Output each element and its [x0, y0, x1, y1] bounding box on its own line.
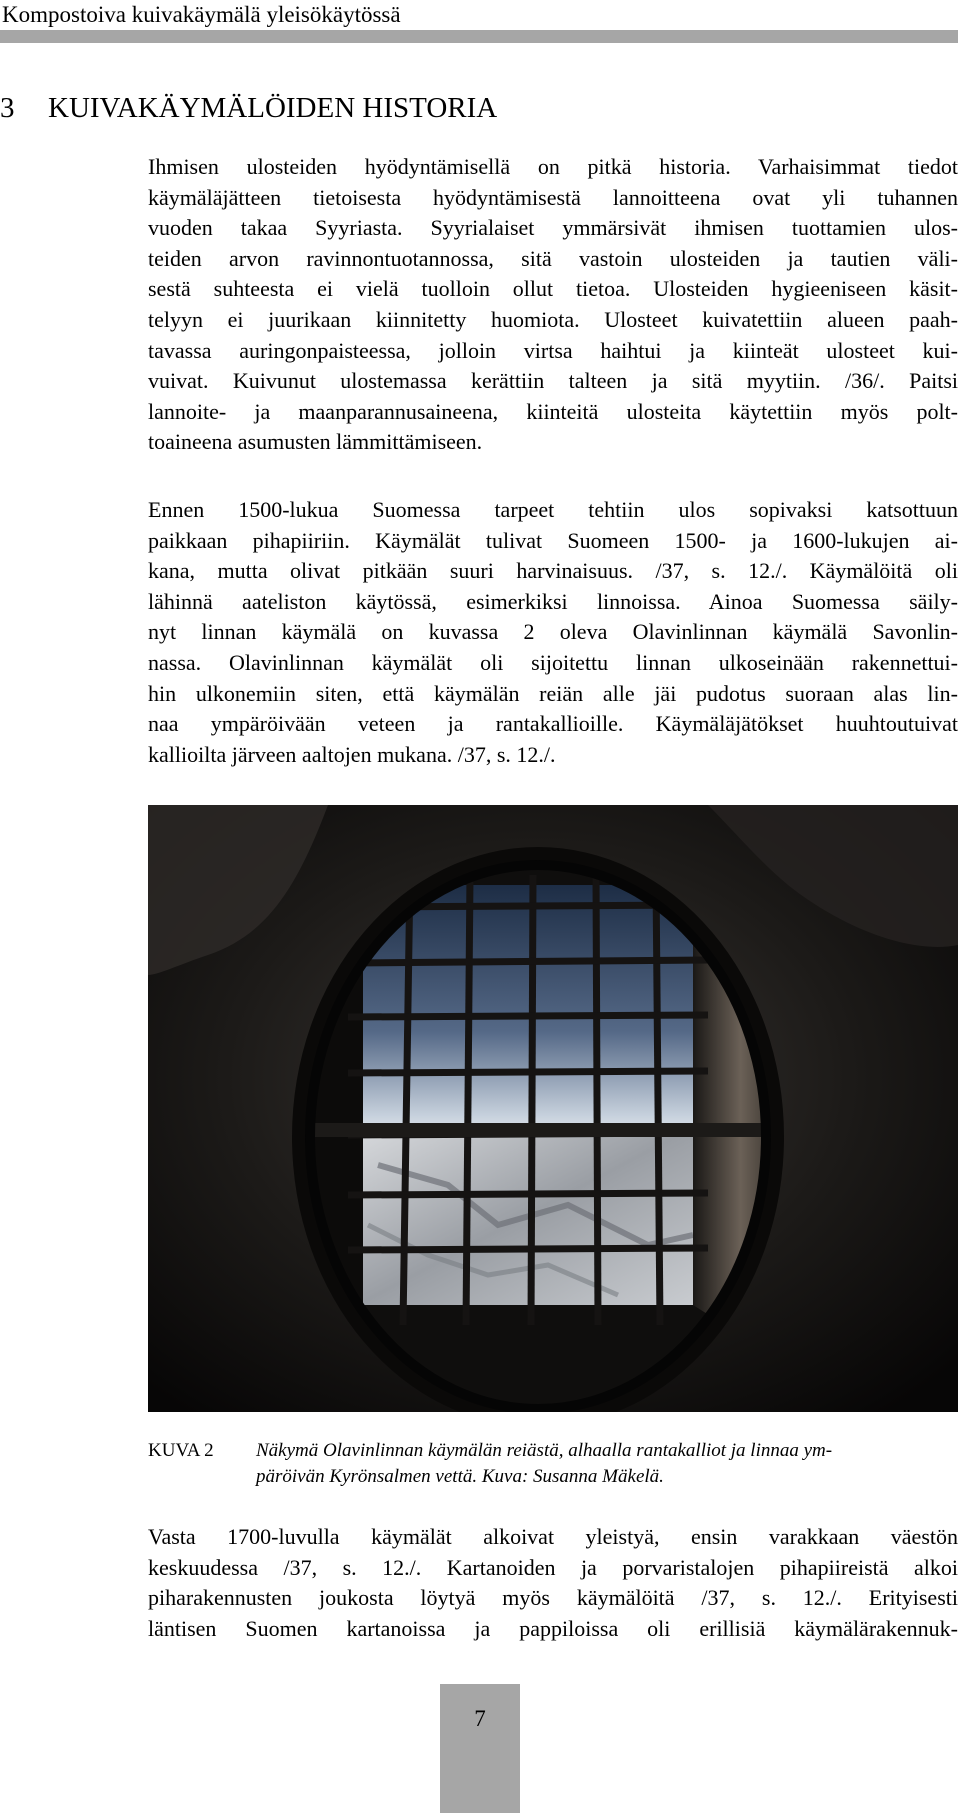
paragraph-line: tavassa auringonpaisteessa, jolloin virtsa haihtui ja kiinteät ulosteet kui-	[148, 337, 958, 363]
paragraph-line: lannoite- ja maanparannusaineena, kiinteitä ulosteita käytettiin myös polt-	[148, 398, 958, 424]
paragraph-line: hin ulkonemiin siten, että käymälän reiän alle jäi pudotus suoraan alas lin-	[148, 680, 958, 706]
paragraph-line: kallioilta järveen aaltojen mukana. /37, s. 12./.	[148, 741, 556, 767]
paragraph-line: keskuudessa /37, s. 12./. Kartanoiden ja porvaristalojen pihapiireistä alkoi	[148, 1554, 958, 1580]
paragraph-line: vuoden takaa Syyriasta. Syyrialaiset ymmärsivät ihmisen tuottamien ulos-	[148, 215, 958, 241]
paragraph-line: telyyn ei juurikaan kiinnitetty huomiota. Ulosteet kuivatettiin alueen paah-	[148, 306, 958, 332]
paragraph-line: läntisen Suomen kartanoissa ja pappiloissa oli erillisiä käymälärakennuk-	[148, 1615, 958, 1641]
figure-label: KUVA 2	[148, 1440, 214, 1461]
photo-illustration	[148, 805, 958, 1412]
paragraph-3	[148, 1522, 958, 1644]
paragraph-line: teiden arvon ravinnontuotannossa, sitä vastoin ulosteiden ja tautien väli-	[148, 245, 958, 271]
header-rule	[0, 30, 958, 43]
chapter-heading	[0, 90, 497, 126]
figure-caption-text	[256, 1438, 956, 1490]
paragraph-line: toaineena asumusten lämmittämiseen.	[148, 429, 483, 455]
paragraph-line: sestä suhteesta ei vielä tuolloin ollut tietoa. Ulosteiden hygieeniseen käsit-	[148, 276, 958, 302]
paragraph-line: vuivat. Kuivunut ulostemassa kerättiin talteen ja sitä myytiin. /36/. Paitsi	[148, 368, 958, 394]
paragraph-line: nyt linnan käymälä on kuvassa 2 oleva Olavinlinnan käymälä Savonlin-	[148, 619, 958, 645]
caption-line: Näkymä Olavinlinnan käymälän reiästä, alhaalla rantakalliot ja linnaa ym-	[256, 1440, 833, 1461]
paragraph-line: Vasta 1700-luvulla käymälät alkoivat yleistyä, ensin varakkaan väestön	[148, 1524, 958, 1549]
running-header: Kompostoiva kuivakäymälä yleisökäytössä	[2, 2, 401, 27]
paragraph-2	[148, 495, 958, 770]
paragraph-line: käymäläjätteen tietoisesta hyödyntämisestä lannoitteena ovat yli tuhannen	[148, 184, 958, 210]
paragraph-1	[148, 152, 958, 458]
paragraph-line: piharakennusten joukosta löytyä myös käymälöitä /37, s. 12./. Erityisesti	[148, 1585, 958, 1611]
paragraph-line: nassa. Olavinlinnan käymälät oli sijoitettu linnan ulkoseinään rakennettui-	[148, 649, 958, 675]
chapter-title: KUIVAKÄYMÄLÖIDEN HISTORIA	[48, 92, 498, 124]
paragraph-line: Ihmisen ulosteiden hyödyntämisellä on pitkä historia. Varhaisimmat tiedot	[148, 154, 958, 179]
chapter-number: 3	[0, 92, 15, 124]
caption-line: päröivän Kyrönsalmen vettä. Kuva: Susanna Mäkelä.	[256, 1466, 664, 1487]
paragraph-line: Ennen 1500-lukua Suomessa tarpeet tehtiin ulos sopivaksi katsottuun	[148, 497, 958, 522]
page-number-box	[440, 1684, 520, 1813]
paragraph-line: lähinnä aateliston käytössä, esimerkiksi linnoissa. Ainoa Suomessa säily-	[148, 588, 958, 614]
paragraph-line: naa ympäröivään veteen ja rantakallioille. Käymäläjätökset huuhtoutuivat	[148, 711, 958, 737]
photo-window-grate	[148, 805, 958, 1412]
grate-crossbar	[308, 1123, 788, 1137]
paragraph-line: kana, mutta olivat pitkään suuri harvinaisuus. /37, s. 12./. Käymälöitä oli	[148, 558, 958, 584]
paragraph-line: paikkaan pihapiiriin. Käymälät tulivat Suomeen 1500- ja 1600-lukujen ai-	[148, 527, 958, 553]
page-number: 7	[474, 1706, 486, 1731]
